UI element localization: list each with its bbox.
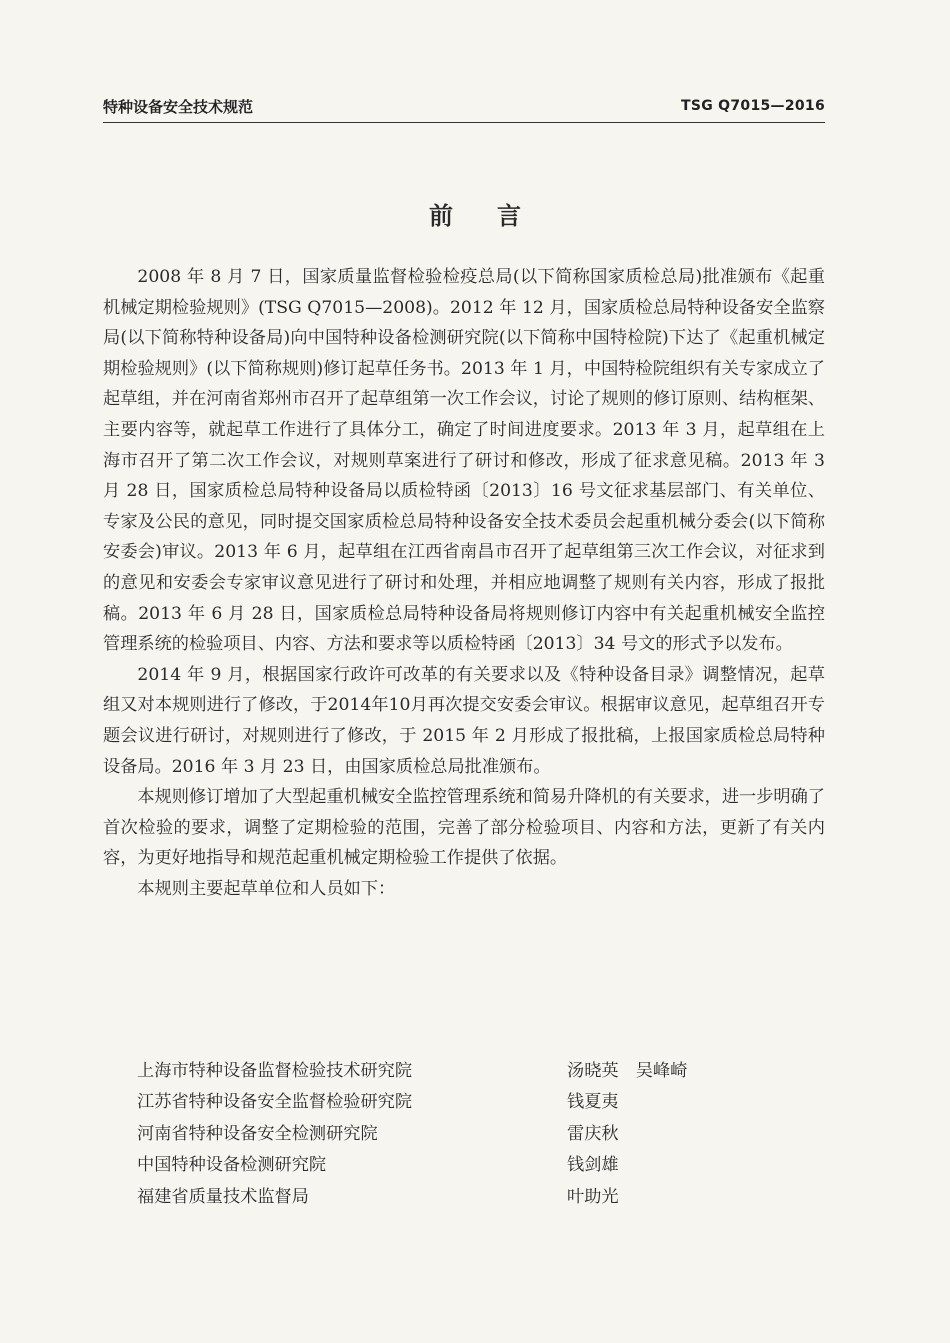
paragraph: 2008 年 8 月 7 日，国家质量监督检验检疫总局(以下简称国家质检总局)批准颁布《起重机械定期检验规则》(TSG Q7015—2008)。2012 年 12 月，国家质检总局特种设备安全监察局(以下简称特种设备局)向中国特种设备检测研究院(以下简称中国特检院)下达了《起重机械定期检验规则》(以下简称规则)修订起草任务书。2013 年 1 月，中国特检院组织有关专家成立了起草组，并在河南省郑州市召开了起草组第一次工作会议，讨论了规则的修订原则、结构框架、主要内容等，就起草工作进行了具体分工，确定了时间进度要求。2013 年 3 月，起草组在上海市召开了第二次工作会议，对规则草案进行了研讨和修改，形成了征求意见稿。2013 年 3 月 28 日，国家质检总局特种设备局以质检特函〔2013〕16 号文征求基层部门、有关单位、专家及公民的意见，同时提交国家质检总局特种设备安全技术委员会起重机械分委会(以下简称安委会)审议。2013 年 6 月，起草组在江西省南昌市召开了起草组第三次工作会议，对征求到的意见和安委会专家审议意见进行了研讨和处理，并相应地调整了规则有关内容，形成了报批稿。2013 年 6 月 28 日，国家质检总局特种设备局将规则修订内容中有关起重机械安全监控管理系统的检验项目、内容、方法和要求等以质检特函〔2013〕34 号文的形式予以发布。: [103, 267, 825, 655]
drafter-row: [137, 1182, 757, 1213]
drafter-unit: 福建省质量技术监督局: [137, 1186, 309, 1207]
drafter-people: 叶助光: [567, 1186, 619, 1207]
drafters-intro: 本规则主要起草单位和人员如下：: [137, 878, 396, 899]
drafter-people: 雷庆秋: [567, 1123, 619, 1144]
paragraph: 本规则修订增加了大型起重机械安全监控管理系统和简易升降机的有关要求，进一步明确了首次检验的要求，调整了定期检验的范围，完善了部分检验项目、内容和方法，更新了有关内容，为更好地指导和规范起重机械定期检验工作提供了依据。: [103, 787, 825, 869]
drafter-row: [137, 1119, 757, 1150]
drafter-unit: 江苏省特种设备安全监督检验研究院: [137, 1092, 413, 1113]
header-series-title: 特种设备安全技术规范: [103, 98, 254, 116]
drafter-row: [137, 1056, 757, 1087]
drafter-row: [137, 1150, 757, 1181]
drafter-row: [137, 1087, 757, 1118]
drafters-list: [137, 1056, 757, 1213]
drafter-unit: 中国特种设备检测研究院: [137, 1155, 327, 1176]
drafter-unit: 上海市特种设备监督检验技术研究院: [137, 1061, 413, 1081]
drafter-people: 钱夏夷: [567, 1092, 619, 1113]
drafter-people: 汤晓英 吴峰崎: [567, 1061, 688, 1081]
running-header: [103, 96, 825, 123]
paragraph: 2014 年 9 月，根据国家行政许可改革的有关要求以及《特种设备目录》调整情况，起草组又对本规则进行了修改，于2014年10月再次提交安委会审议。根据审议意见，起草组召开专题会议进行研讨，对规则进行了修改，于 2015 年 2 月形成了报批稿，上报国家质检总局特种设备局。2016 年 3 月 23 日，由国家质检总局批准颁布。: [103, 664, 825, 777]
drafter-unit: 河南省特种设备安全检测研究院: [137, 1123, 378, 1144]
header-standard-code: TSG Q7015—2016: [680, 98, 825, 114]
drafter-people: 钱剑雄: [567, 1155, 619, 1176]
page-title: 前言: [429, 202, 565, 230]
preface-body: [103, 262, 825, 904]
